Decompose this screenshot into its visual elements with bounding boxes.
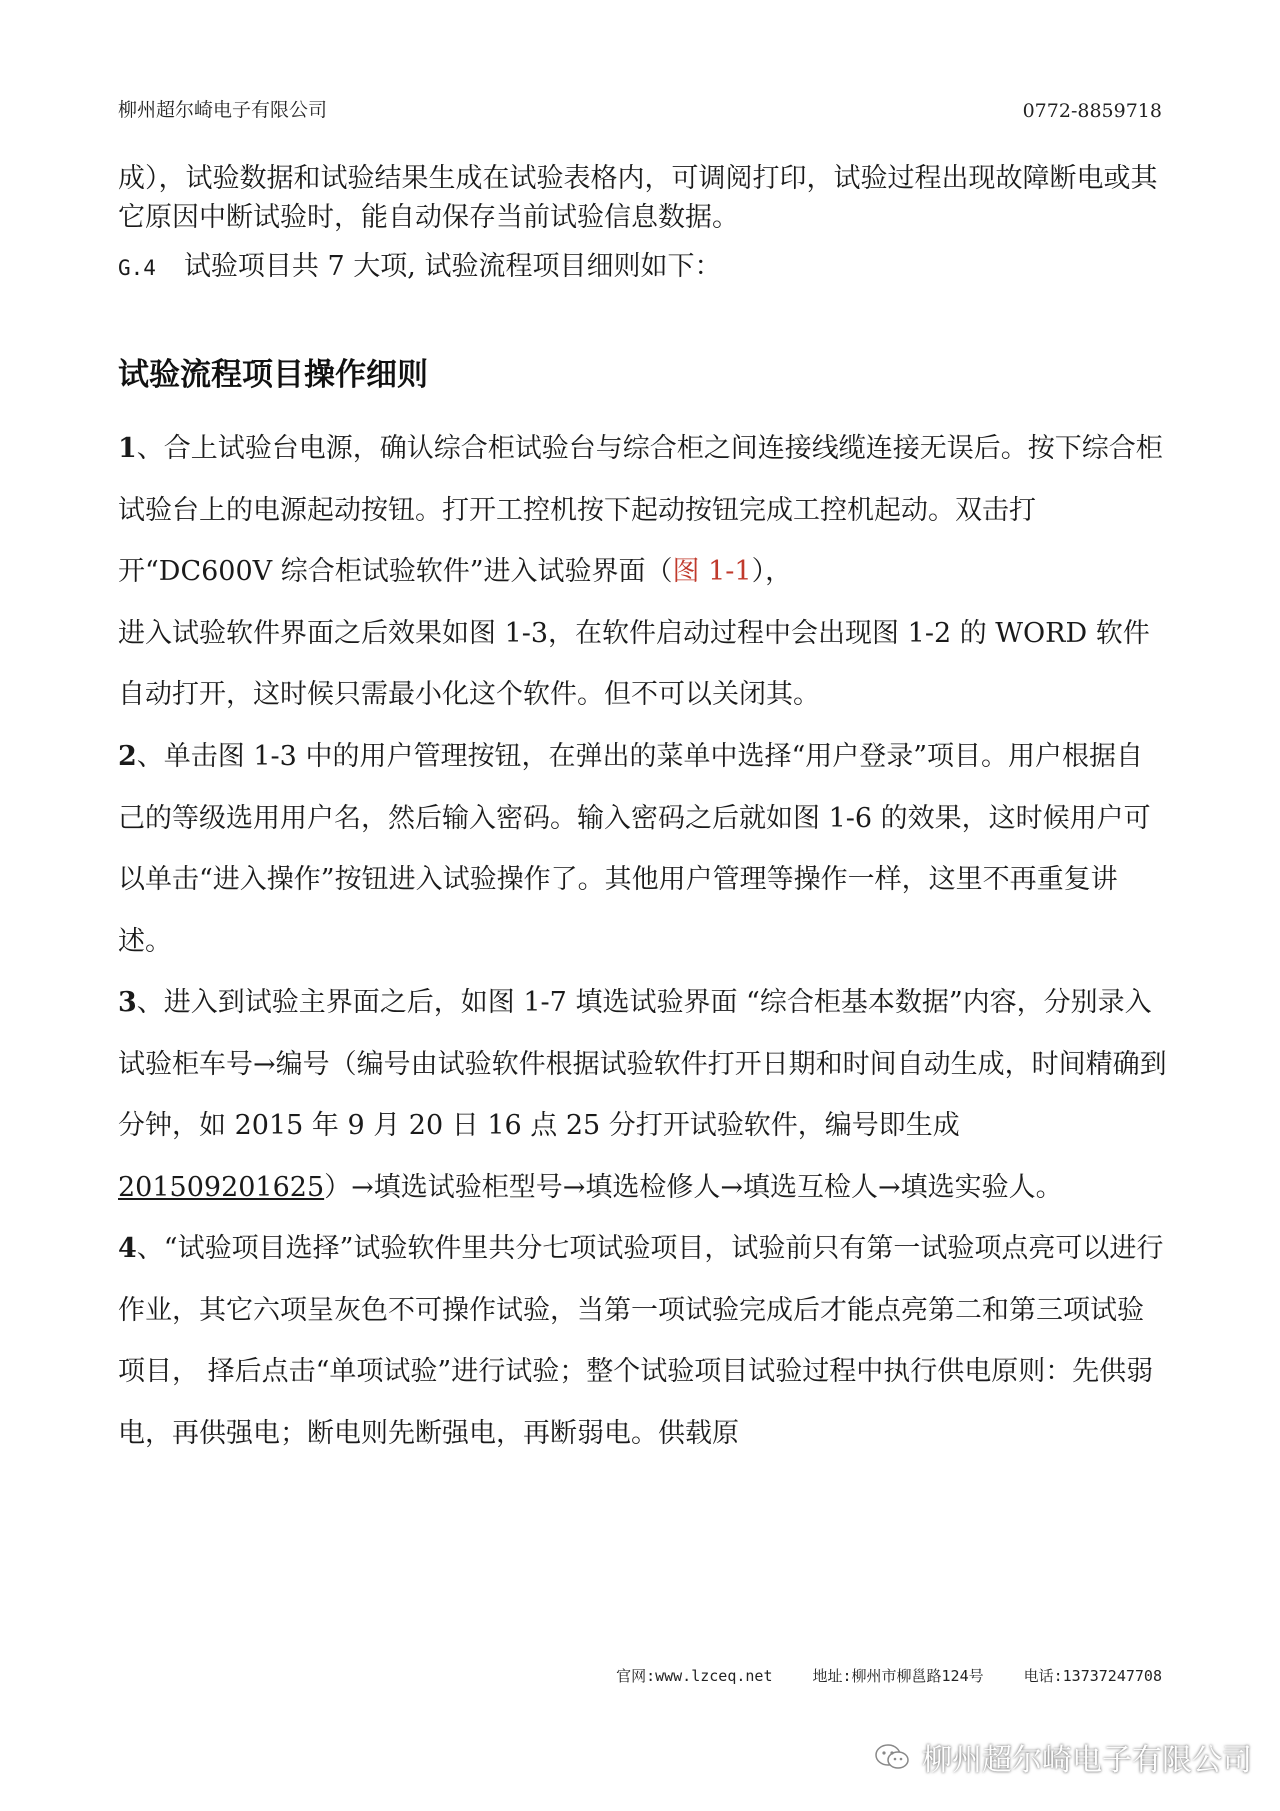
item-4-number: 4 [118,1233,137,1265]
header-phone: 0772-8859718 [1022,100,1162,122]
item-2-text: 、单击图 1-3 中的用户管理按钮，在弹出的菜单中选择“用户登录”项目。用户根据自己的等级选用用户名，然后输入密码。输入密码之后就如图 1-6 的效果，这时候用户可以单击“进入操作”按钮进入试验操作了。其他用户管理等操作一样，这里不再重复讲述。 [118,740,1151,957]
g4-paragraph [118,247,1170,288]
item-1-continued: 进入试验软件界面之后效果如图 1-3，在软件启动过程中会出现图 1-2 的 WORD 软件自动打开，这时候只需最小化这个软件。但不可以关闭其。 [118,617,1150,711]
item-2-number: 2 [118,740,137,772]
figure-ref-1-1: 图 1-1 [672,556,752,588]
item-1 [118,418,1170,603]
watermark [874,1735,1252,1779]
footer-tel: 电话:13737247708 [1023,1667,1162,1685]
item-3-text-a: 、进入到试验主界面之后，如图 1-7 填选试验界面 “综合柜基本数据”内容，分别录入试验柜车号→编号（编号由试验软件根据试验软件打开日期和时间自动生成，时间精确到分钟，如 2015 年 9 月 20 日 16 点 25 分打开试验软件，编号即生成 [118,987,1167,1142]
page-header [118,92,1162,123]
g4-text: 试验项目共 7 大项, 试验流程项目细则如下： [183,251,722,283]
page-footer [118,1665,1162,1686]
intro-paragraph: 成），试验数据和试验结果生成在试验表格内，可调阅打印，试验过程出现故障断电或其它原因中断试验时，能自动保存当前试验信息数据。 [118,163,1158,233]
section-title: 试验流程项目操作细则 [118,356,428,393]
document-body [118,160,1170,1465]
item-4-text: 、“试验项目选择”试验软件里共分七项试验项目，试验前只有第一试验项点亮可以进行作业，其它六项呈灰色不可操作试验，当第一项试验完成后才能点亮第二和第三项试验项目， 择后点击“单项试验”进行试验；整个试验项目试验过程中执行供电原则：先供弱电，再供强电；断电则先断强电，再断弱电。供载原 [118,1233,1164,1449]
item-4 [118,1218,1170,1464]
item-1-text-a: 、合上试验台电源，确认综合柜试验台与综合柜之间连接线缆连接无误后。按下综合柜试验台上的电源起动按钮。打开工控机按下起动按钮完成工控机起动。双击打开“DC600V 综合柜试验软件”进入试验界面（ [118,433,1163,588]
footer-website: 官网:www.lzceq.net [616,1667,773,1685]
footer-address: 地址:柳州市柳邕路124号 [812,1667,984,1685]
header-company: 柳州超尔崎电子有限公司 [118,99,328,121]
item-3 [118,972,1170,1218]
serial-number: 201509201625 [118,1171,325,1203]
item-3-text-b: ）→填选试验柜型号→填选检修人→填选互检人→填选实验人。 [324,1171,1063,1203]
item-3-number: 3 [118,987,137,1019]
item-2 [118,726,1170,972]
watermark-text: 柳州超尔崎电子有限公司 [922,1743,1252,1778]
g4-code: G.4 [118,256,156,281]
item-1-text-b: ）， [751,556,793,588]
item-1-number: 1 [118,433,137,465]
wechat-icon [874,1743,910,1771]
